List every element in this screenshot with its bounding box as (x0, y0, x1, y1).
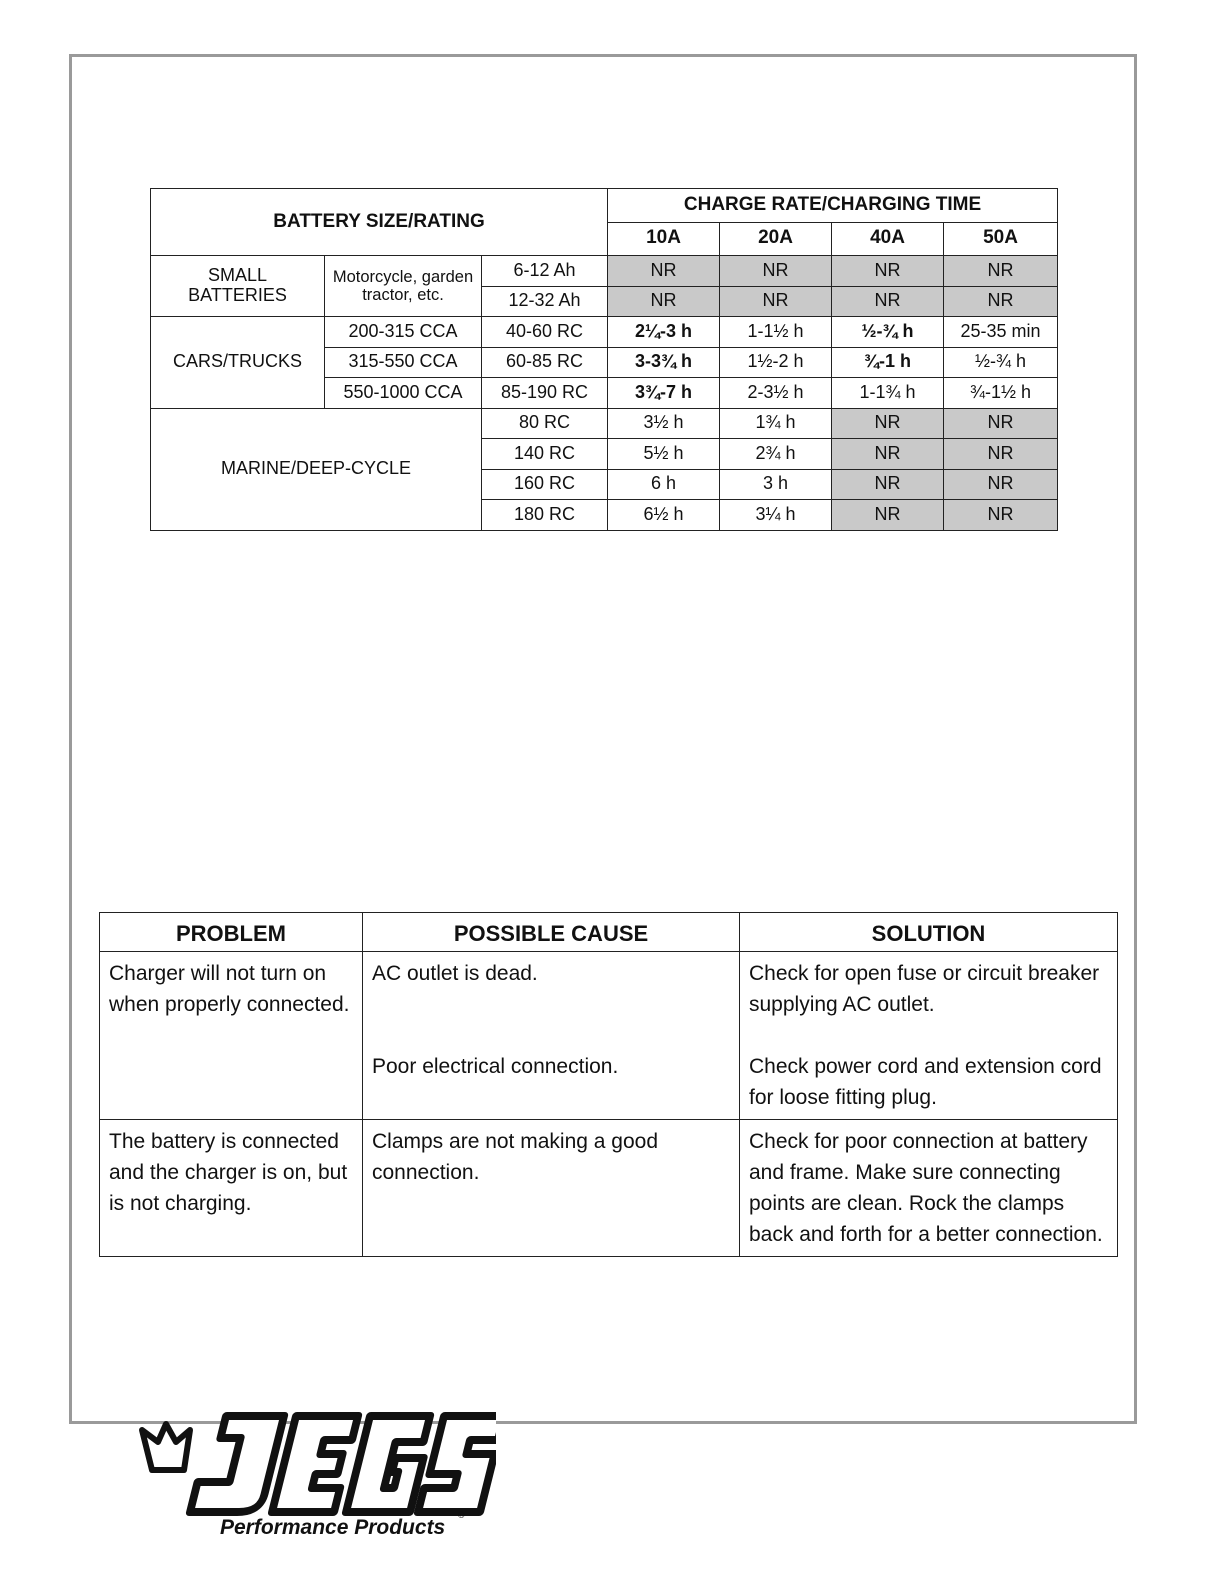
value-cell: NR (720, 256, 832, 287)
value-cell: NR (608, 256, 720, 287)
category-small-batteries: SMALL BATTERIES (151, 256, 325, 317)
cause-cell: Clamps are not making a good connection. (363, 1120, 740, 1257)
solution-header: SOLUTION (740, 913, 1118, 952)
problem-header: PROBLEM (100, 913, 363, 952)
value-cell: ¾-1½ h (944, 378, 1058, 409)
solution-cell: Check for poor connection at battery and frame. Make sure connecting points are clean. Rock the clamps back and forth for a better connection. (740, 1120, 1118, 1257)
value-cell: NR (608, 286, 720, 317)
value-cell: NR (832, 256, 944, 287)
value-cell: NR (944, 469, 1058, 500)
value-cell: 1-1½ h (720, 317, 832, 348)
table-row (100, 952, 1118, 1120)
value-cell: 1-1¾ h (832, 378, 944, 409)
value-cell: NR (832, 286, 944, 317)
value-cell: 2¾ h (720, 439, 832, 470)
problem-cell: Charger will not turn on when properly connected. (100, 952, 363, 1120)
value-cell: 2-3½ h (720, 378, 832, 409)
value-cell: 5½ h (608, 439, 720, 470)
rating-cell: 40-60 RC (482, 317, 608, 348)
rating-cell: 85-190 RC (482, 378, 608, 409)
solution-cell (740, 952, 1118, 1120)
battery-size-header: BATTERY SIZE/RATING (151, 189, 608, 256)
value-cell: 25-35 min (944, 317, 1058, 348)
rate-header-20a: 20A (720, 222, 832, 256)
category-marine-deep-cycle: MARINE/DEEP-CYCLE (151, 408, 482, 530)
crown-icon (142, 1424, 190, 1470)
value-cell: NR (944, 286, 1058, 317)
value-cell: NR (944, 256, 1058, 287)
value-cell: 2¼-3 h (608, 317, 720, 348)
solution-text: Check power cord and extension cord for loose fitting plug. (749, 1055, 1102, 1109)
cause-cell (363, 952, 740, 1120)
category-cars-trucks: CARS/TRUCKS (151, 317, 325, 409)
table-row (151, 408, 1058, 439)
value-cell: 3½ h (608, 408, 720, 439)
cause-text: Poor electrical connection. (372, 1055, 619, 1078)
cause-header: POSSIBLE CAUSE (363, 913, 740, 952)
rate-header-10a: 10A (608, 222, 720, 256)
cca-cell: 200-315 CCA (325, 317, 482, 348)
value-cell: 1¾ h (720, 408, 832, 439)
value-cell: NR (832, 500, 944, 531)
charge-rate-table (150, 188, 1058, 531)
table-row (151, 256, 1058, 287)
value-cell: NR (944, 500, 1058, 531)
logo-tagline: Performance Products (220, 1516, 446, 1539)
rate-header-40a: 40A (832, 222, 944, 256)
registered-mark: ® (458, 1510, 465, 1520)
value-cell: 3¼ h (720, 500, 832, 531)
solution-text: Check for open fuse or circuit breaker supplying AC outlet. (749, 962, 1100, 1016)
troubleshooting-table (99, 912, 1118, 1257)
cause-text: AC outlet is dead. (372, 962, 538, 985)
value-cell: 6 h (608, 469, 720, 500)
value-cell: 3-3¾ h (608, 347, 720, 378)
value-cell: ½-¾ h (832, 317, 944, 348)
small-battery-type: Motorcycle, garden tractor, etc. (325, 256, 482, 317)
rate-header-50a: 50A (944, 222, 1058, 256)
value-cell: NR (832, 408, 944, 439)
value-cell: 6½ h (608, 500, 720, 531)
jegs-wordmark (190, 1416, 496, 1512)
rating-cell: 6-12 Ah (482, 256, 608, 287)
charge-rate-header: CHARGE RATE/CHARGING TIME (608, 189, 1058, 223)
rating-cell: 140 RC (482, 439, 608, 470)
value-cell: 1½-2 h (720, 347, 832, 378)
rating-cell: 180 RC (482, 500, 608, 531)
rating-cell: 60-85 RC (482, 347, 608, 378)
value-cell: NR (720, 286, 832, 317)
value-cell: NR (832, 439, 944, 470)
value-cell: NR (944, 439, 1058, 470)
rating-cell: 160 RC (482, 469, 608, 500)
rating-cell: 80 RC (482, 408, 608, 439)
value-cell: NR (832, 469, 944, 500)
value-cell: ½-¾ h (944, 347, 1058, 378)
value-cell: 3 h (720, 469, 832, 500)
table-row (100, 1120, 1118, 1257)
value-cell: ¾-1 h (832, 347, 944, 378)
table-row (151, 317, 1058, 348)
rating-cell: 12-32 Ah (482, 286, 608, 317)
value-cell: NR (944, 408, 1058, 439)
cca-cell: 550-1000 CCA (325, 378, 482, 409)
problem-cell: The battery is connected and the charger is on, but is not charging. (100, 1120, 363, 1257)
cca-cell: 315-550 CCA (325, 347, 482, 378)
value-cell: 3¾-7 h (608, 378, 720, 409)
